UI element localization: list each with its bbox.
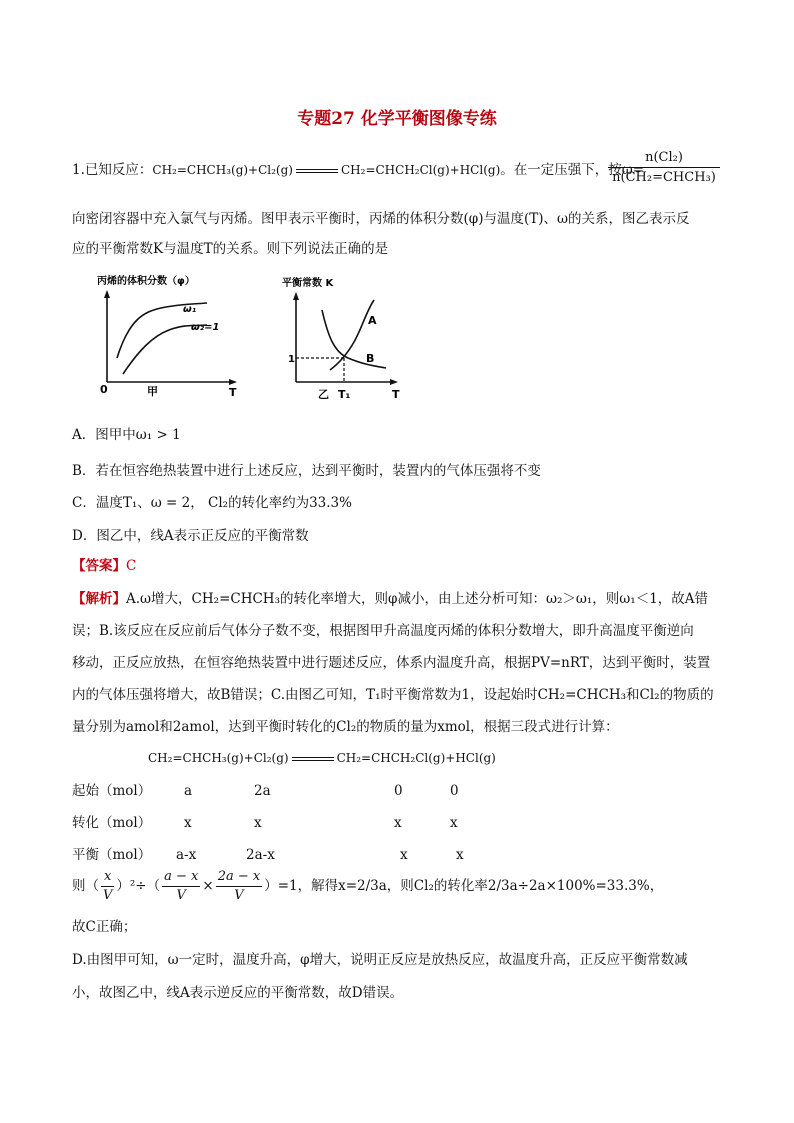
figure-b-label-b: B (366, 352, 375, 365)
eq-left: CH₂=CHCH₃(g)+Cl₂(g) (148, 751, 289, 765)
calc-f2-num: a − x (162, 868, 200, 887)
question-mid: 。在一定压强下，按ω= (500, 162, 645, 178)
equilibrium-arrow-icon-2 (292, 755, 334, 763)
calc-line (72, 868, 663, 905)
question-prefix: 1.已知反应： (72, 162, 153, 178)
figure-b-label-a: A (368, 314, 377, 327)
analysis-line-6: 故C正确； (72, 919, 137, 935)
figure-b-tick-1: 1 (288, 354, 295, 365)
row-start-c4: 0 (450, 783, 459, 799)
figure-b-y-arrow-icon (293, 292, 299, 300)
option-b: B．若在恒容绝热装置中进行上述反应，达到平衡时，装置内的气体压强将不变 (72, 463, 541, 479)
option-a: A．图甲中ω₁ > 1 (72, 427, 181, 443)
figure-a-caption: 甲 (147, 385, 158, 398)
option-c: C．温度T₁、ω = 2， Cl₂的转化率约为33.3% (72, 495, 352, 511)
question-stem (72, 161, 644, 179)
figure-b-tick-t1: T₁ (338, 388, 351, 401)
answer-label: 【答案】 (72, 558, 126, 574)
analysis-line-3: 移动，正反应放热，在恒容绝热装置中进行题述反应，体系内温度升高，根据PV=nRT，达到平衡时，装置 (72, 655, 711, 671)
three-step-equation (148, 749, 496, 767)
figure-a (95, 270, 245, 405)
figure-a-x-arrow-icon (229, 379, 237, 385)
row-start-c1: a (184, 783, 193, 799)
row-eq-c3: x (400, 847, 408, 863)
row-change-c4: x (450, 815, 458, 831)
calc-times: × (202, 878, 214, 894)
analysis-line-1 (72, 590, 708, 608)
analysis-line-5: 量分别为amol和2amol，达到平衡时转化的Cl₂的物质的量为xmol，根据三段式进行计算： (72, 719, 619, 735)
figure-b (282, 272, 412, 407)
calc-f1-num: x (101, 868, 114, 887)
option-d: D．图乙中，线A表示正反应的平衡常数 (72, 528, 309, 544)
analysis-line-8: 小，故图乙中，线A表示逆反应的平衡常数，故D错误。 (72, 985, 404, 1001)
analysis-text-1: A.ω增大，CH₂=CHCH₃的转化率增大，则φ减小，由上述分析可知：ω₂＞ω₁，则ω₁＜1，故A错 (126, 591, 709, 607)
calc-fraction-3 (216, 868, 263, 905)
question-line-2: 向密闭容器中充入氯气与丙烯。图甲表示平衡时，丙烯的体积分数(φ)与温度(T)、ω的关系，图乙表示反 (72, 211, 690, 227)
calc-mid: ）²÷（ (116, 878, 161, 894)
analysis-line-4: 内的气体压强将增大，故B错误；C.由图乙可知，T₁时平衡常数为1，设起始时CH₂=CHCH₃和Cl₂的物质的 (72, 687, 714, 703)
row-eq-c4: x (456, 847, 464, 863)
calc-f2-den: V (176, 888, 186, 903)
row-start-label: 起始（mol） (72, 783, 152, 799)
reaction-right: CH₂=CHCH₂Cl(g)+HCl(g) (340, 163, 501, 177)
figure-a-y-arrow-icon (104, 290, 110, 298)
figure-b-caption: 乙 (318, 388, 329, 401)
calc-f3-den: V (234, 888, 244, 903)
answer-value: C (126, 558, 137, 574)
ratio-numerator: n(Cl₂) (645, 150, 683, 165)
row-eq-c1: a-x (176, 847, 197, 863)
row-start-c2: 2a (254, 783, 271, 799)
calc-fraction-1 (101, 868, 114, 905)
figure-a-ylabel: 丙烯的体积分数（φ） (97, 276, 195, 287)
calc-prefix: 则（ (72, 878, 99, 894)
figure-b-x-arrow-icon (390, 379, 398, 385)
row-change-c1: x (184, 815, 192, 831)
analysis-line-7: D.由图甲可知，ω一定时，温度升高，φ增大，说明正反应是放热反应，故温度升高，正反应平衡常数减 (72, 952, 688, 968)
row-change-c3: x (394, 815, 402, 831)
reaction-left: CH₂=CHCH₃(g)+Cl₂(g) (152, 163, 293, 177)
row-eq-c2: 2a-x (246, 847, 275, 863)
analysis-label: 【解析】 (72, 591, 126, 607)
calc-f1-den: V (103, 888, 113, 903)
question-line-3: 应的平衡常数K与温度T的关系。则下列说法正确的是 (72, 241, 389, 257)
eq-right: CH₂=CHCH₂Cl(g)+HCl(g) (336, 751, 496, 765)
analysis-line-2: 误；B.该反应在反应前后气体分子数不变，根据图甲升高温度丙烯的体积分数增大，即升高温度平衡逆向 (72, 623, 694, 639)
ratio-denominator: n(CH₂=CHCH₃) (612, 170, 716, 185)
calc-fraction-2 (162, 868, 200, 905)
row-change-c2: x (254, 815, 262, 831)
figure-a-xlabel: T (229, 386, 237, 399)
answer (72, 557, 136, 575)
calc-suffix: ）=1，解得x=2/3a，则Cl₂的转化率2/3a÷2a×100%=33.3%， (264, 878, 664, 894)
row-change-label: 转化（mol） (72, 815, 152, 831)
figure-a-label-omega1: ω₁ (183, 304, 197, 315)
figure-b-xlabel: T (392, 388, 400, 401)
row-eq-label: 平衡（mol） (72, 847, 152, 863)
row-start-c3: 0 (394, 783, 403, 799)
omega-ratio (608, 150, 720, 185)
figure-a-label-omega2: ω₂=1 (191, 322, 220, 333)
figure-a-origin: 0 (100, 383, 108, 396)
equilibrium-arrow-icon (296, 167, 338, 175)
page-title: 专题27 化学平衡图像专练 (297, 109, 497, 129)
calc-f3-num: 2a − x (216, 868, 263, 887)
figure-b-ylabel: 平衡常数 K (282, 278, 334, 289)
